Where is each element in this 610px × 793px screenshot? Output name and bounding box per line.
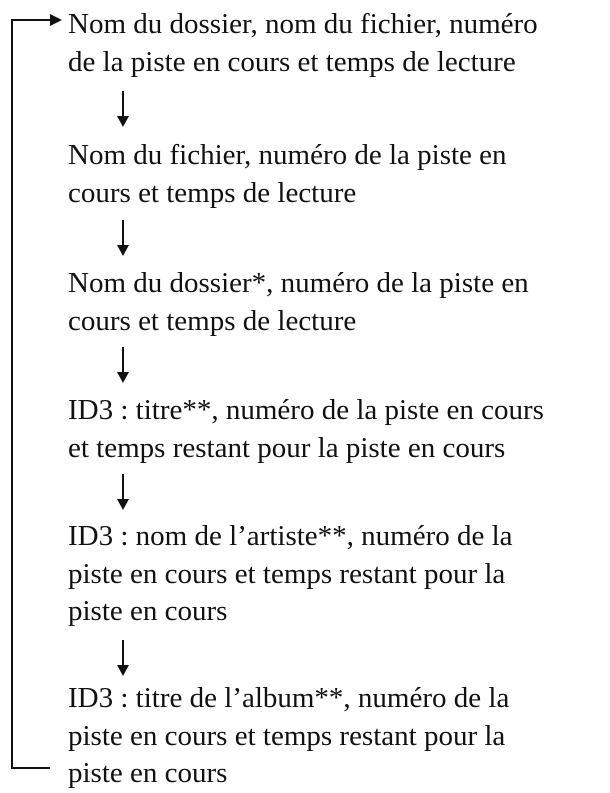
loop-arrowhead-icon [50,14,62,26]
step-5-line-1: ID3 : nom de l’artiste**, numéro de la [68,520,513,552]
down-arrow-icon [108,216,138,256]
down-arrow-icon [108,87,138,127]
step-6 [68,680,608,793]
step-4 [68,392,608,467]
step-3 [68,265,608,340]
step-4-line-2: et temps restant pour la piste en cours [68,431,506,464]
down-arrow-icon [108,343,138,383]
step-6-line-2: piste en cours et temps restant pour la [68,719,506,752]
step-2 [68,137,608,212]
step-2-line-1: Nom du fichier, numéro de la piste en [68,139,507,171]
step-5 [68,518,608,631]
step-3-line-1: Nom du dossier*, numéro de la piste en [68,267,529,299]
step-1-line-2: de la piste en cours et temps de lecture [68,45,516,78]
step-6-line-3: piste en cours [68,757,228,789]
step-4-line-1: ID3 : titre**, numéro de la piste en cours [68,394,544,426]
step-3-line-2: cours et temps de lecture [68,304,357,337]
step-2-line-2: cours et temps de lecture [68,176,357,209]
step-5-line-2: piste en cours et temps restant pour la [68,557,506,590]
down-arrow-icon [108,470,138,510]
step-6-line-1: ID3 : titre de l’album**, numéro de la [68,682,510,714]
step-1-line-1: Nom du dossier, nom du fichier, numéro [68,8,538,40]
down-arrow-icon [108,636,138,676]
step-1 [68,6,608,81]
step-5-line-3: piste en cours [68,595,228,627]
